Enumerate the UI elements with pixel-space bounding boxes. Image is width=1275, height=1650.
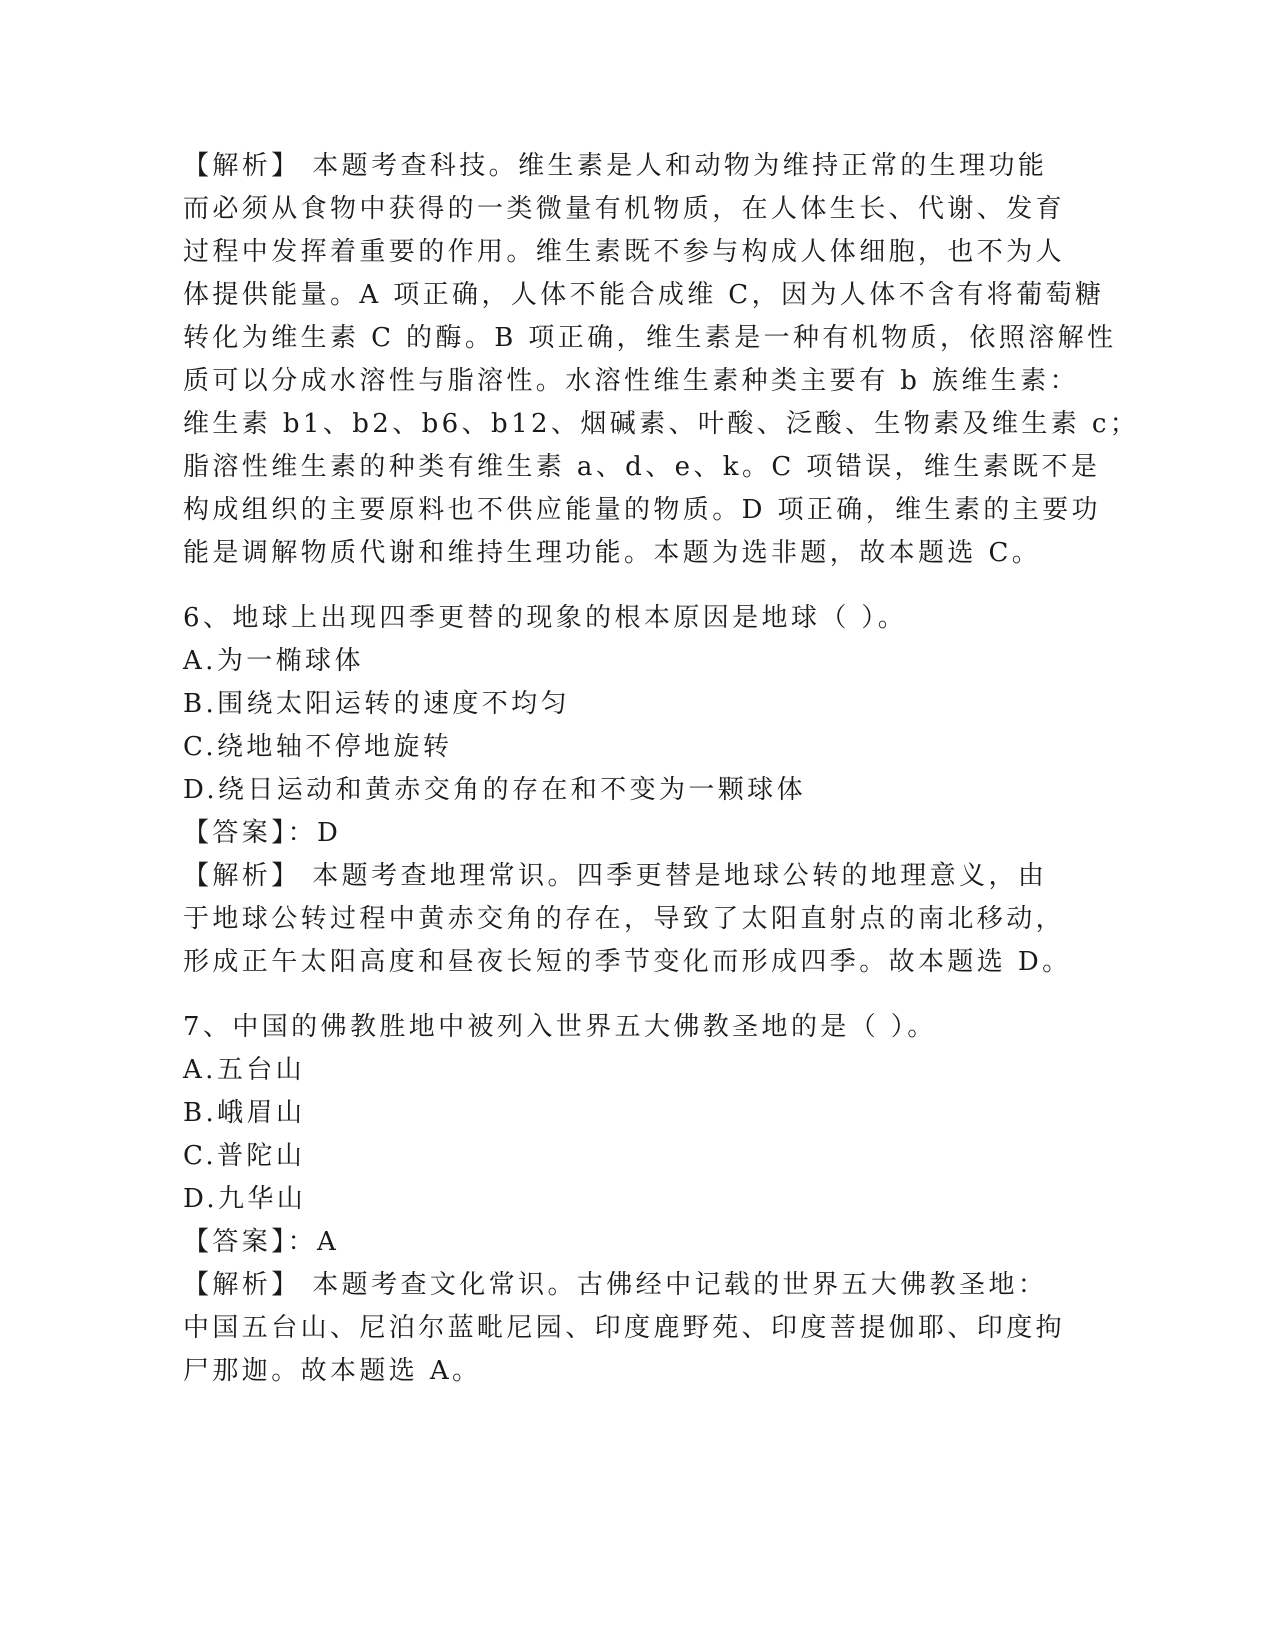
question-stem: 6、地球上出现四季更替的现象的根本原因是地球（ ）。 bbox=[183, 603, 908, 633]
explanation-line: 中国五台山、尼泊尔蓝毗尼园、印度鹿野苑、印度菩提伽耶、印度拘 bbox=[183, 1313, 1066, 1343]
answer-line: 【答案】：A bbox=[183, 1227, 340, 1257]
option-b: B.围绕太阳运转的速度不均匀 bbox=[183, 689, 570, 719]
option-d: D.绕日运动和黄赤交角的存在和不变为一颗球体 bbox=[183, 775, 806, 805]
question-7 bbox=[183, 1006, 1083, 1393]
option-a: A.五台山 bbox=[183, 1055, 306, 1085]
text-line: 能是调解物质代谢和维持生理功能。本题为选非题，故本题选 C。 bbox=[183, 538, 1042, 568]
explanation-line: 形成正午太阳高度和昼夜长短的季节变化而形成四季。故本题选 D。 bbox=[183, 947, 1072, 977]
text-line: 维生素 b1、b2、b6、b12、烟碱素、叶酸、泛酸、生物素及维生素 c； bbox=[183, 409, 1140, 439]
text-line: 而必须从食物中获得的一类微量有机物质，在人体生长、代谢、发育 bbox=[183, 194, 1066, 224]
text-line: 构成组织的主要原料也不供应能量的物质。D 项正确，维生素的主要功 bbox=[183, 495, 1101, 525]
text-line: 体提供能量。A 项正确，人体不能合成维 C，因为人体不含有将葡萄糖 bbox=[183, 280, 1105, 310]
question-stem: 7、中国的佛教胜地中被列入世界五大佛教圣地的是（ ）。 bbox=[183, 1012, 937, 1042]
text-line: 质可以分成水溶性与脂溶性。水溶性维生素种类主要有 b 族维生素： bbox=[183, 366, 1079, 396]
option-c: C.绕地轴不停地旋转 bbox=[183, 732, 453, 762]
explanation-line: 于地球公转过程中黄赤交角的存在，导致了太阳直射点的南北移动， bbox=[183, 904, 1066, 934]
option-b: B.峨眉山 bbox=[183, 1098, 306, 1128]
document-page bbox=[183, 145, 1140, 1393]
explanation-line: 【解析】 本题考查地理常识。四季更替是地球公转的地理意义，由 bbox=[183, 861, 1048, 891]
explanation-line: 尸那迦。故本题选 A。 bbox=[183, 1356, 482, 1386]
answer-line: 【答案】：D bbox=[183, 818, 342, 848]
explanation-line: 【解析】 本题考查文化常识。古佛经中记载的世界五大佛教圣地： bbox=[183, 1270, 1048, 1300]
option-c: C.普陀山 bbox=[183, 1141, 306, 1171]
block-gap bbox=[183, 984, 1083, 1006]
block-gap bbox=[183, 575, 1083, 597]
option-a: A.为一椭球体 bbox=[183, 646, 364, 676]
question-6 bbox=[183, 597, 1083, 984]
text-line: 转化为维生素 C 的酶。B 项正确，维生素是一种有机物质，依照溶解性 bbox=[183, 323, 1117, 353]
explanation-q5 bbox=[183, 145, 1140, 575]
option-d: D.九华山 bbox=[183, 1184, 307, 1214]
text-line: 【解析】 本题考查科技。维生素是人和动物为维持正常的生理功能 bbox=[183, 151, 1048, 181]
text-line: 脂溶性维生素的种类有维生素 a、d、e、k。C 项错误，维生素既不是 bbox=[183, 452, 1101, 482]
text-line: 过程中发挥着重要的作用。维生素既不参与构成人体细胞，也不为人 bbox=[183, 237, 1066, 267]
